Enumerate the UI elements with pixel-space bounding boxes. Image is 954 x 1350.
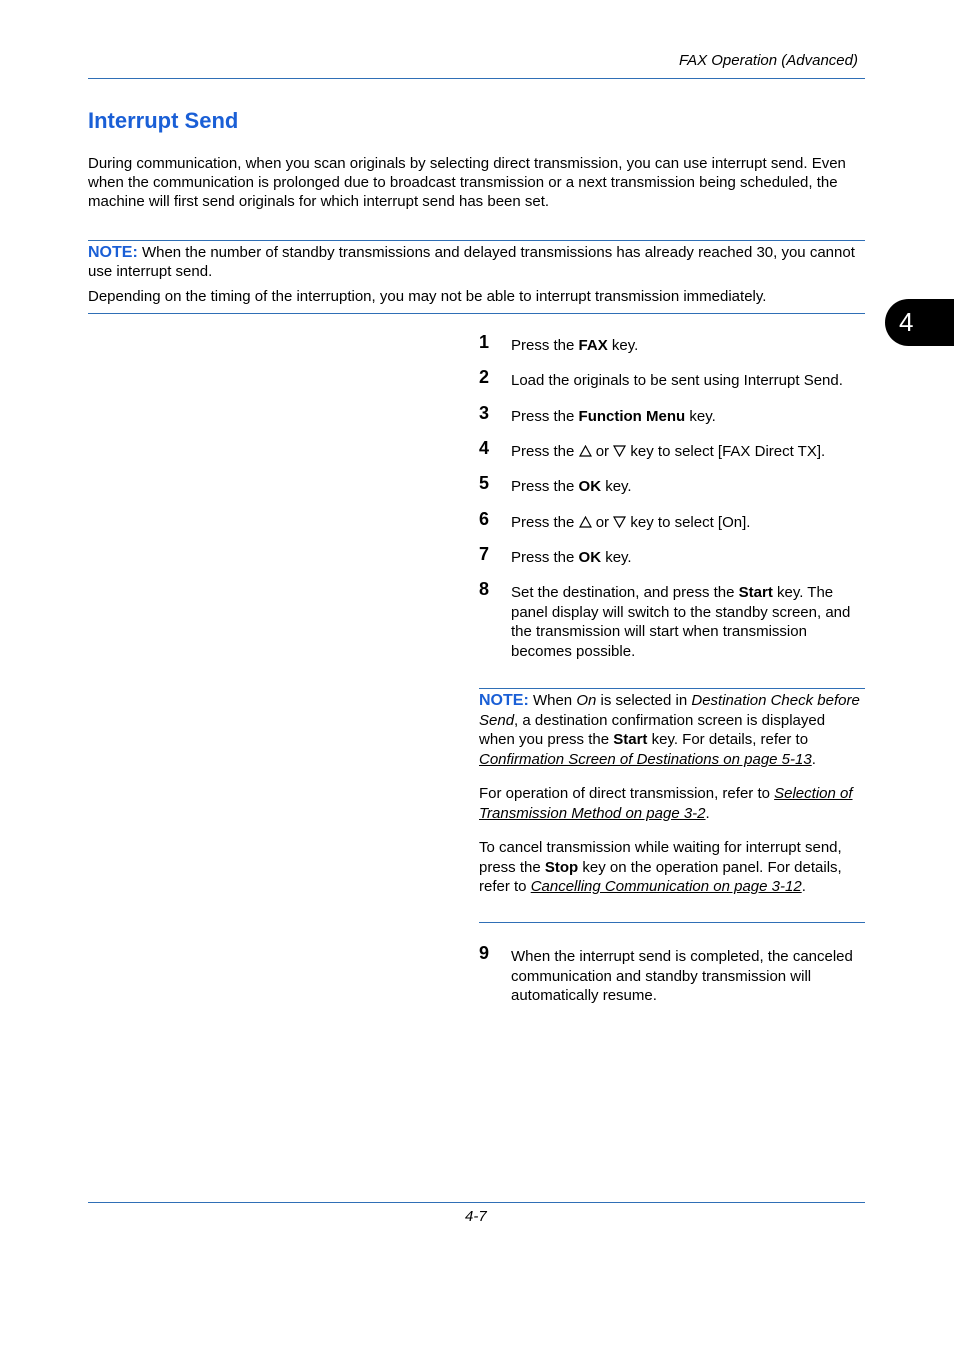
note-text-2: Depending on the timing of the interruption, you may not be able to interrupt transmission immediately. [88, 288, 767, 305]
step-6: 6 Press the or key to select [On]. [479, 509, 751, 531]
note-label: NOTE: [88, 244, 138, 261]
step-2: 2 Load the originals to be sent using Interrupt Send. [479, 367, 843, 389]
intro-paragraph: During communication, when you scan originals by selecting direct transmission, you can use interrupt send. Even when the communication is prolonged due to broadcast transmission or a next transmission being scheduled, the machine will first send originals for which interrupt send has been set. [88, 155, 846, 210]
note-top [88, 243, 865, 312]
step-number: 8 [479, 579, 490, 599]
step-number: 1 [479, 332, 490, 352]
up-triangle-icon [579, 445, 592, 457]
step-8: 8 Set the destination, and press the Start key. The panel display will switch to the standby screen, and the transmission will start when transmission becomes possible. [479, 579, 851, 660]
chapter-tab: 4 [885, 299, 954, 346]
running-header: FAX Operation (Advanced) [679, 52, 858, 69]
step-number: 5 [479, 473, 490, 493]
down-triangle-icon [613, 516, 626, 528]
step-4: 4 Press the or key to select [FAX Direct TX]. [479, 438, 826, 460]
note-bottom-rule [88, 313, 865, 314]
note-label: NOTE: [479, 692, 529, 709]
page-number: 4-7 [465, 1208, 487, 1225]
step-3: 3 Press the Function Menu key. [479, 403, 716, 425]
step-7: 7 Press the OK key. [479, 544, 632, 566]
step-1: 1 Press the FAX key. [479, 332, 639, 354]
page-title: Interrupt Send [88, 108, 239, 133]
note-steps: NOTE: When On is selected in Destination Check before Send, a destination confirmation screen is displayed when you press the Start key. For details, refer to Confirmation Screen of Destinations on page 5-13. For operation of direct transmission, refer to Selection of Transmission Method on page 3-2. To cancel transmission while waiting for interrupt send, press the Stop key on the operation panel. For details, refer to Cancelling Communication on page 3-12. [479, 692, 860, 895]
step-5: 5 Press the OK key. [479, 473, 632, 495]
footer-rule [88, 1202, 865, 1203]
step-number: 7 [479, 544, 490, 564]
transmission-method-link[interactable]: Selection of Transmission Method on page 3-2 [479, 785, 853, 822]
step-9: 9 When the interrupt send is completed, the canceled communication and standby transmission will automatically resume. [479, 943, 853, 1004]
note-text: When the number of standby transmissions and delayed transmissions has already reached 30, you cannot use interrupt send. [88, 244, 855, 280]
step-number: 6 [479, 509, 490, 529]
note-steps-bottom-rule [479, 922, 865, 923]
cancelling-communication-link[interactable]: Cancelling Communication on page 3-12 [530, 878, 802, 895]
confirmation-screen-link[interactable]: Confirmation Screen of Destinations on page 5-13 [479, 750, 812, 768]
step-number: 9 [479, 943, 490, 963]
down-triangle-icon [613, 445, 626, 457]
note-top-rule [88, 240, 865, 241]
note-steps-top-rule [479, 688, 865, 689]
header-rule [88, 78, 865, 79]
step-number: 2 [479, 367, 490, 387]
step-number: 4 [479, 438, 490, 458]
step-number: 3 [479, 403, 490, 423]
up-triangle-icon [579, 516, 592, 528]
